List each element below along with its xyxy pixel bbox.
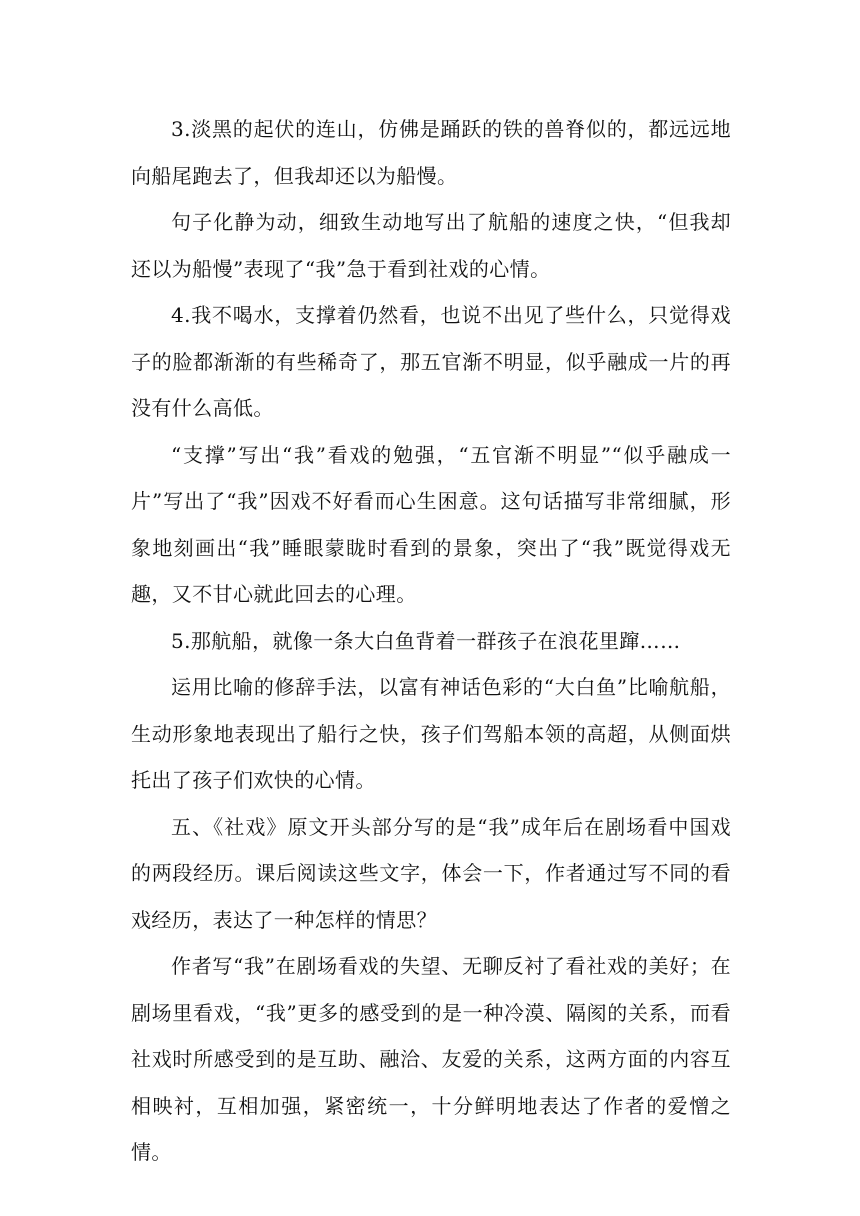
question-3-sentence: 3.淡黑的起伏的连山，仿佛是踊跃的铁的兽脊似的，都远远地向船尾跑去了，但我却还以为船慢。 [131,117,731,188]
question-4-sentence: 4.我不喝水，支撑着仍然看，也说不出见了些什么，只觉得戏子的脸都渐渐的有些稀奇了，那五官渐不明显，似乎融成一片的再没有什么高低。 [131,303,731,420]
question-5-sentence: 5.那航船，就像一条大白鱼背着一群孩子在浪花里蹿…… [171,628,681,653]
section-5-question: 五、《社戏》原文开头部分写的是“我”成年后在剧场看中国戏的两段经历。课后阅读这些文字，体会一下，作者通过写不同的看戏经历，表达了一种怎样的情思？ [131,814,731,932]
question-5-analysis: 运用比喻的修辞手法，以富有神话色彩的“大白鱼”比喻航船，生动形象地表现出了船行之快，孩子们驾船本领的高超，从侧面烘托出了孩子们欢快的心情。 [131,675,731,792]
section-5-answer: 作者写“我”在剧场看戏的失望、无聊反衬了看社戏的美好；在剧场里看戏，“我”更多的感受到的是一种冷漠、隔阂的关系，而看社戏时所感受到的是互助、融洽、友爱的关系，这两方面的内容互相映衬，互相加强，紧密统一，十分鲜明地表达了作者的爱憎之情。 [131,954,731,1164]
question-3-analysis: 句子化静为动，细致生动地写出了航船的速度之快，“但我却还以为船慢”表现了“我”急于看到社戏的心情。 [131,210,731,281]
document-body [131,106,731,1176]
question-4-analysis: “支撑”写出“我”看戏的勉强，“五官渐不明显”“似乎融成一片”写出了“我”因戏不好看而心生困意。这句话描写非常细腻，形象地刻画出“我”睡眼蒙眬时看到的景象，突出了“我”既觉得戏无趣，又不甘心就此回去的心理。 [131,442,731,606]
